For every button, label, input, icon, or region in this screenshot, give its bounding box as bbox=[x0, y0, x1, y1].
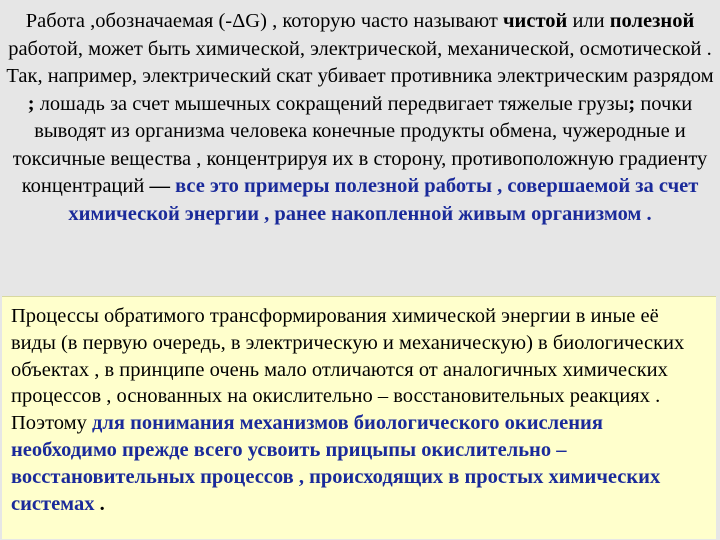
text-run: ; bbox=[628, 92, 636, 115]
text-run: лошадь за счет мышечных сокращений передвигает тяжелые грузы bbox=[34, 92, 629, 115]
term-useful: полезной bbox=[609, 10, 695, 32]
text-run: Работа ,обозначаемая (-ΔG) , которую часто называют bbox=[25, 10, 503, 32]
box-paragraph bbox=[2, 297, 716, 517]
text-run: или bbox=[567, 10, 610, 32]
text-run: работой, может быть химической, электрической, механической, осмотической . bbox=[8, 37, 712, 60]
highlight-conclusion: все это примеры полезной работы , совершаемой за счет химической энергии , ранее накопленной живым организмом . bbox=[68, 175, 699, 225]
paragraph-definition bbox=[6, 8, 714, 63]
text-run: . bbox=[94, 492, 105, 515]
text-run: ; bbox=[27, 92, 35, 115]
term-clean: чистой bbox=[502, 10, 568, 32]
text-run: почки выводят из организма человека конечные продукты обмена, чужеродные и токсичные вещества , концентрируя их в сторону, противоположную градиенту концентраций bbox=[12, 92, 708, 197]
highlight-emphasis: для понимания механизмов биологического окисления необходимо прежде всего усвоить прицыпы окислительно – восстановительных процессов , происходящих в простых химических системах bbox=[11, 412, 661, 515]
highlight-box bbox=[2, 296, 716, 539]
text-run: — bbox=[149, 175, 170, 197]
intro-text-block bbox=[6, 8, 714, 228]
text-run: Так, например, электрический скат убивает противника электрическим разрядом bbox=[6, 65, 714, 87]
text-run: Процессы обратимого трансформирования химической энергии в иные её виды (в первую очередь, в электрическую и механическую) в биологических объектах , в принципе очень мало отличаются от аналогичных химических процессов , основанных на окислительно – восстановительных реакциях . Поэтому bbox=[11, 305, 685, 435]
paragraph-examples bbox=[6, 63, 714, 228]
